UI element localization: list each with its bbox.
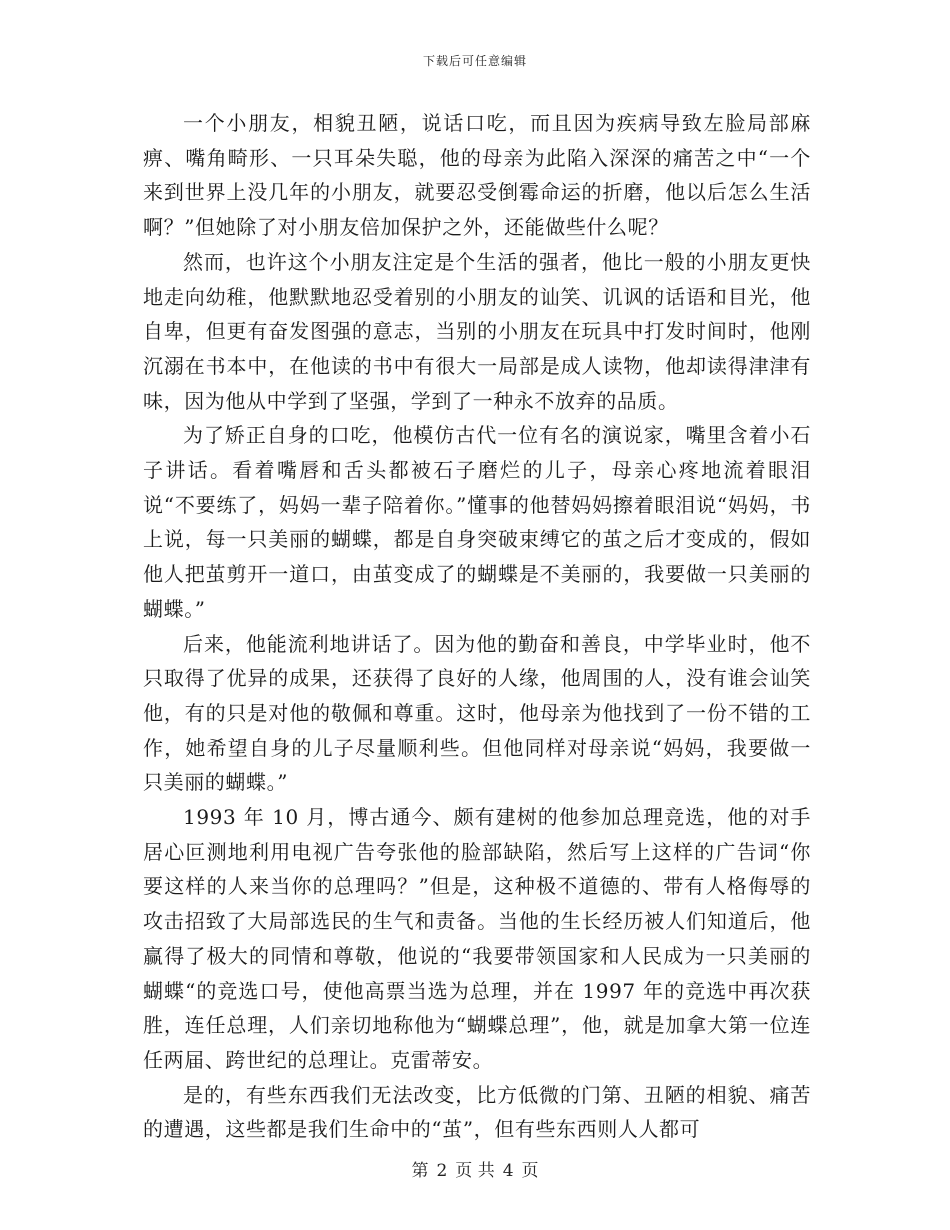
- page-number: 2: [436, 1161, 448, 1181]
- paragraph-6: 是的，有些东西我们无法改变，比方低微的门第、丑陋的相貌、痛苦的遭遇，这些都是我们生命中的“茧”，但有些东西则人人都可: [143, 1082, 811, 1142]
- footer-suffix: 页: [521, 1161, 539, 1181]
- document-body: [143, 106, 811, 1147]
- paragraph-1: 一个小朋友，相貌丑陋，说话口吃，而且因为疾病导致左脸局部麻痹、嘴角畸形、一只耳朵失聪，他的母亲为此陷入深深的痛苦之中“一个来到世界上没几年的小朋友，就要忍受倒霉命运的折磨，他以后怎么生活啊？”但她除了对小朋友倍加保护之外，还能做些什么呢？: [143, 111, 811, 240]
- footer-prefix: 第: [411, 1161, 429, 1181]
- paragraph-5: 1993 年 10 月，博古通今、颇有建树的他参加总理竞选，他的对手居心叵测地利用电视广告夸张他的脸部缺陷，然后写上这样的广告词“你要这样的人来当你的总理吗？”但是，这种极不道德的、带有人格侮辱的攻击招致了大局部选民的生气和责备。当他的生长经历被人们知道后，他赢得了极大的同情和尊敬，他说的“我要带领国家和人民成为一只美丽的蝴蝶“的竞选口号，使他高票当选为总理，并在 1997 年的竞选中再次获胜，连任总理，人们亲切地称他为“蝴蝶总理”，他，就是加拿大第一位连任两届、跨世纪的总理让。克雷蒂安。: [143, 805, 811, 1072]
- footer-middle: 页 共: [455, 1161, 495, 1181]
- page-header: 下载后可任意编辑: [422, 54, 527, 68]
- page-total: 4: [502, 1161, 514, 1181]
- paragraph-4: 后来，他能流利地讲话了。因为他的勤奋和善良，中学毕业时，他不只取得了优异的成果，还获得了良好的人缘，他周围的人，没有谁会讪笑他，有的只是对他的敬佩和尊重。这时，他母亲为他找到了一份不错的工作，她希望自身的儿子尽量顺利些。但他同样对母亲说“妈妈，我要做一只美丽的蝴蝶。”: [143, 631, 811, 795]
- page-footer: [0, 1156, 950, 1181]
- paragraph-2: 然而，也许这个小朋友注定是个生活的强者，他比一般的小朋友更快地走向幼稚，他默默地忍受着别的小朋友的讪笑、讥讽的话语和目光，他自卑，但更有奋发图强的意志，当别的小朋友在玩具中打发时间时，他刚沉溺在书本中，在他读的书中有很大一局部是成人读物，他却读得津津有味，因为他从中学到了坚强，学到了一种永不放弃的品质。: [143, 249, 811, 413]
- paragraph-3: 为了矫正自身的口吃，他模仿古代一位有名的演说家，嘴里含着小石子讲话。看着嘴唇和舌头都被石子磨烂的儿子，母亲心疼地流着眼泪说“不要练了，妈妈一辈子陪着你。”懂事的他替妈妈擦着眼泪说“妈妈，书上说，每一只美丽的蝴蝶，都是自身突破束缚它的茧之后才变成的，假如他人把茧剪开一道口，由茧变成了的蝴蝶是不美丽的，我要做一只美丽的蝴蝶。”: [143, 423, 811, 621]
